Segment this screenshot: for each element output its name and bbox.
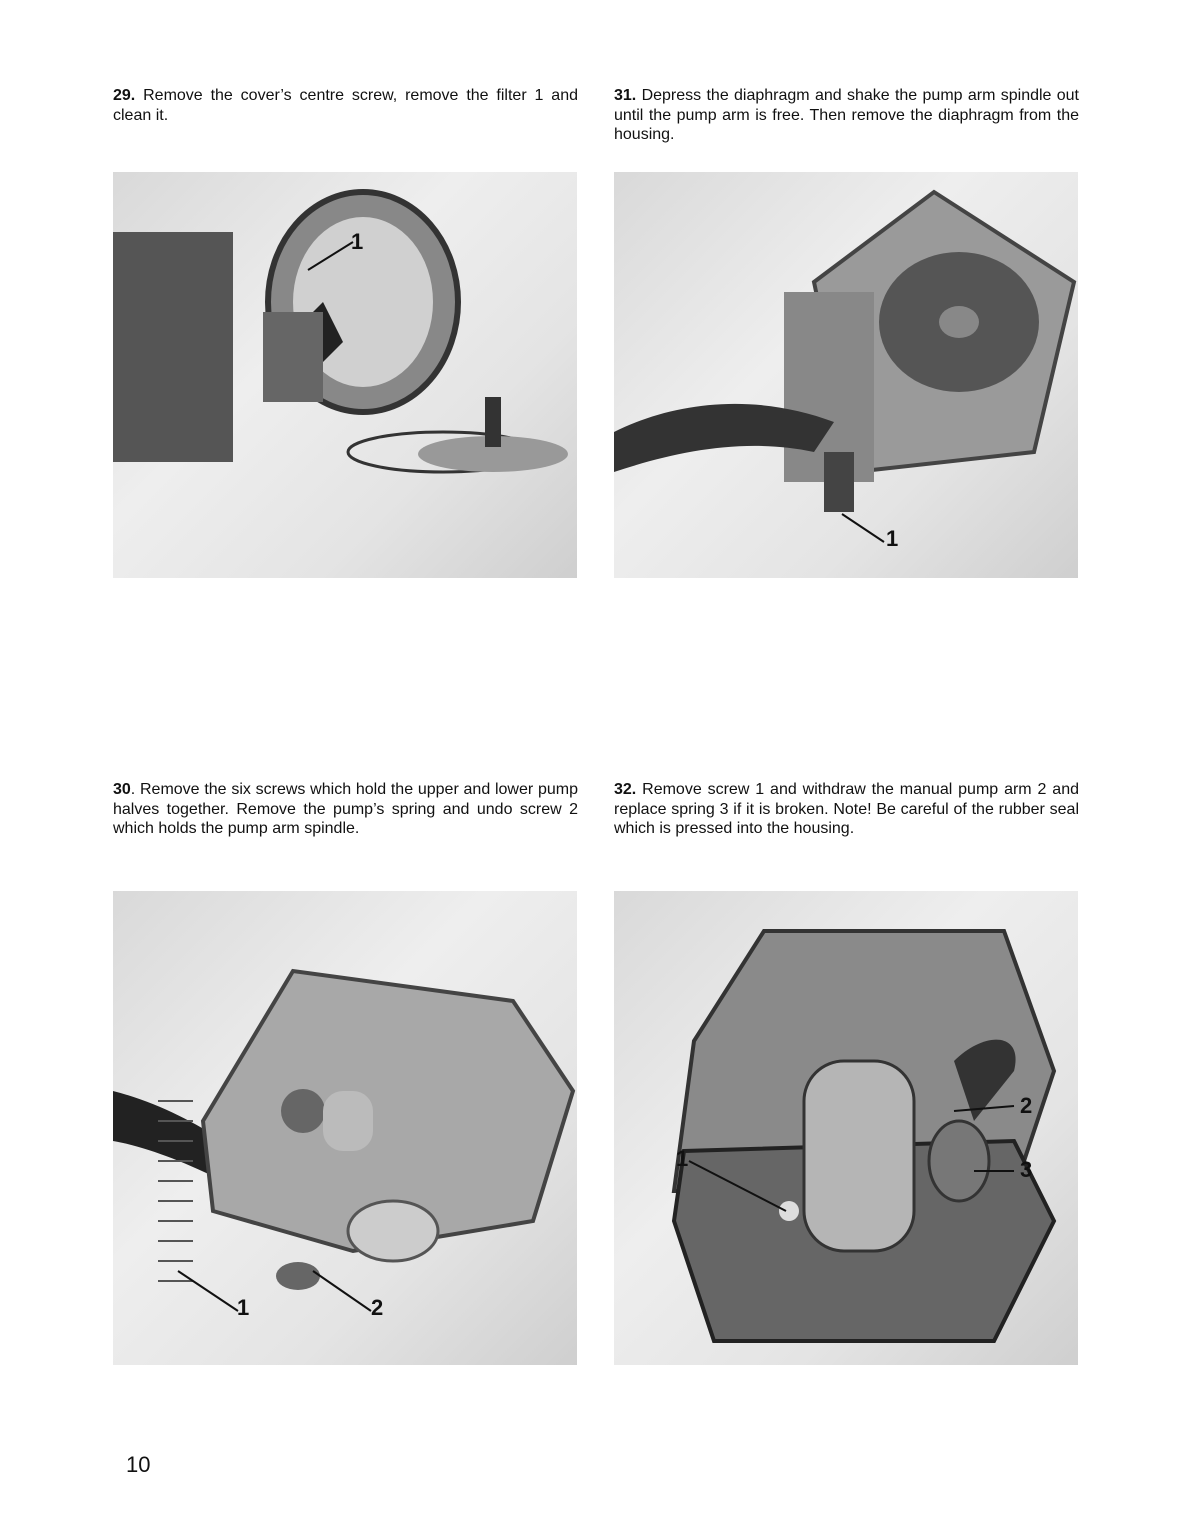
callout-label: 1 (676, 1146, 689, 1171)
callout-label: 1 (886, 526, 899, 551)
step-text: Depress the diaphragm and shake the pump arm spindle out until the pump arm is free. Then remove the diaphragm from the housing. (614, 87, 1079, 143)
photo-diaphragm-removal (614, 172, 1078, 578)
callout-label: 2 (1020, 1093, 1033, 1118)
pump-housing-illustration (113, 891, 577, 1365)
photo-manual-pump-arm (614, 891, 1078, 1365)
callout-label: 1 (237, 1295, 250, 1320)
step-number: 31. (614, 87, 637, 104)
photo-pump-halves (113, 891, 577, 1365)
step-31-caption (614, 86, 1079, 145)
manual-pump-arm-illustration (614, 891, 1078, 1365)
photo-filter-removal (113, 172, 577, 578)
fuel-pump-diaphragm-illustration (614, 172, 1078, 578)
fuel-pump-cover-illustration (113, 172, 577, 578)
step-29-caption (113, 86, 578, 125)
step-32-caption (614, 780, 1079, 839)
step-number: 32. (614, 781, 637, 798)
page-number: 10 (126, 1452, 151, 1477)
step-text: . Remove the six screws which hold the upper and lower pump halves together. Remove the pump’s spring and undo screw 2 which holds the pump arm spindle. (113, 781, 578, 837)
callout-label: 1 (351, 229, 364, 254)
step-number: 30 (113, 781, 131, 798)
step-text: Remove screw 1 and withdraw the manual pump arm 2 and replace spring 3 if it is broken. Note! Be careful of the rubber seal which is pressed into the housing. (614, 781, 1079, 837)
step-30-caption (113, 780, 578, 839)
callout-label: 3 (1020, 1157, 1033, 1182)
step-number: 29. (113, 87, 136, 104)
step-text: Remove the cover’s centre screw, remove the filter 1 and clean it. (113, 87, 578, 124)
callout-label: 2 (371, 1295, 384, 1320)
